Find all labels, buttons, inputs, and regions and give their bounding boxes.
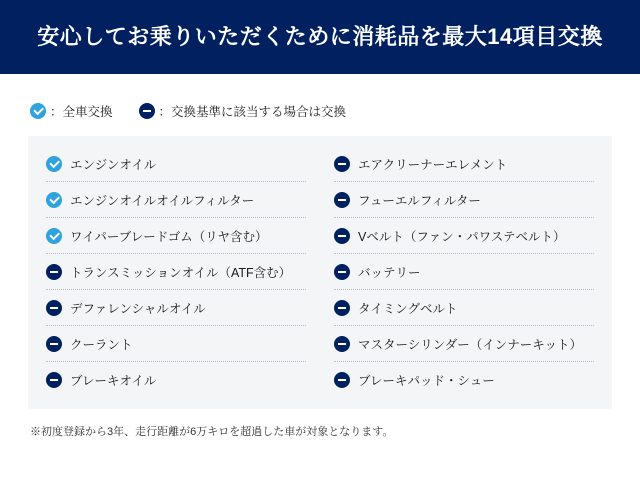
legend	[0, 74, 640, 136]
minus-badge-icon	[334, 228, 350, 244]
check-badge-icon	[30, 103, 46, 119]
list-item-label: タイミングベルト	[358, 301, 458, 316]
list-item	[46, 218, 306, 254]
minus-badge-icon	[334, 336, 350, 352]
banner-title: 安心してお乗りいただくために消耗品を最大14項目交換	[37, 23, 603, 49]
minus-badge-icon	[46, 336, 62, 352]
check-badge-icon	[46, 228, 62, 244]
list-item-label: トランスミッションオイル（ATF含む）	[70, 265, 292, 280]
minus-badge-icon	[334, 264, 350, 280]
items-panel	[28, 136, 612, 409]
minus-badge-icon	[334, 192, 350, 208]
minus-badge-icon	[334, 156, 350, 172]
list-item	[46, 254, 306, 290]
list-item-label: クーラント	[70, 337, 133, 352]
legend-label-conditional: ：交換基準に該当する場合は交換	[158, 105, 347, 119]
minus-badge-icon	[334, 372, 350, 388]
list-item-label: エアクリーナーエレメント	[358, 157, 508, 172]
list-item-label: ワイパーブレードゴム（リヤ含む）	[70, 229, 268, 244]
list-item-label: ブレーキパッド・シュー	[358, 373, 495, 388]
items-column-left	[46, 146, 320, 397]
list-item-label: フューエルフィルター	[358, 193, 481, 208]
list-item	[46, 362, 306, 397]
list-item	[334, 146, 594, 182]
list-item	[334, 218, 594, 254]
items-column-right	[320, 146, 594, 397]
list-item-label: Vベルト（ファン・パワステベルト）	[358, 229, 566, 244]
list-item-label: エンジンオイルオイルフィルター	[70, 193, 255, 208]
minus-badge-icon	[334, 300, 350, 316]
list-item	[334, 326, 594, 362]
minus-badge-icon	[46, 264, 62, 280]
list-item	[334, 182, 594, 218]
banner-header	[0, 0, 640, 74]
list-item-label: マスターシリンダー（インナーキット）	[358, 337, 583, 352]
check-badge-icon	[46, 156, 62, 172]
list-item	[334, 254, 594, 290]
legend-item-conditional	[139, 102, 347, 120]
list-item	[46, 146, 306, 182]
footnote: ※初度登録から3年、走行距離が6万キロを超過した車が対象となります。	[30, 426, 394, 438]
minus-badge-icon	[139, 103, 155, 119]
list-item	[46, 182, 306, 218]
list-item	[334, 362, 594, 397]
list-item-label: ブレーキオイル	[70, 373, 157, 388]
minus-badge-icon	[46, 372, 62, 388]
list-item-label: デファレンシャルオイル	[70, 301, 206, 316]
list-item-label: バッテリー	[358, 265, 421, 280]
check-badge-icon	[46, 192, 62, 208]
list-item	[46, 326, 306, 362]
legend-label-all-vehicles: ：全車交換	[50, 105, 113, 119]
minus-badge-icon	[46, 300, 62, 316]
list-item	[334, 290, 594, 326]
legend-item-all-vehicles	[30, 102, 113, 120]
list-item-label: エンジンオイル	[70, 157, 157, 172]
list-item	[46, 290, 306, 326]
